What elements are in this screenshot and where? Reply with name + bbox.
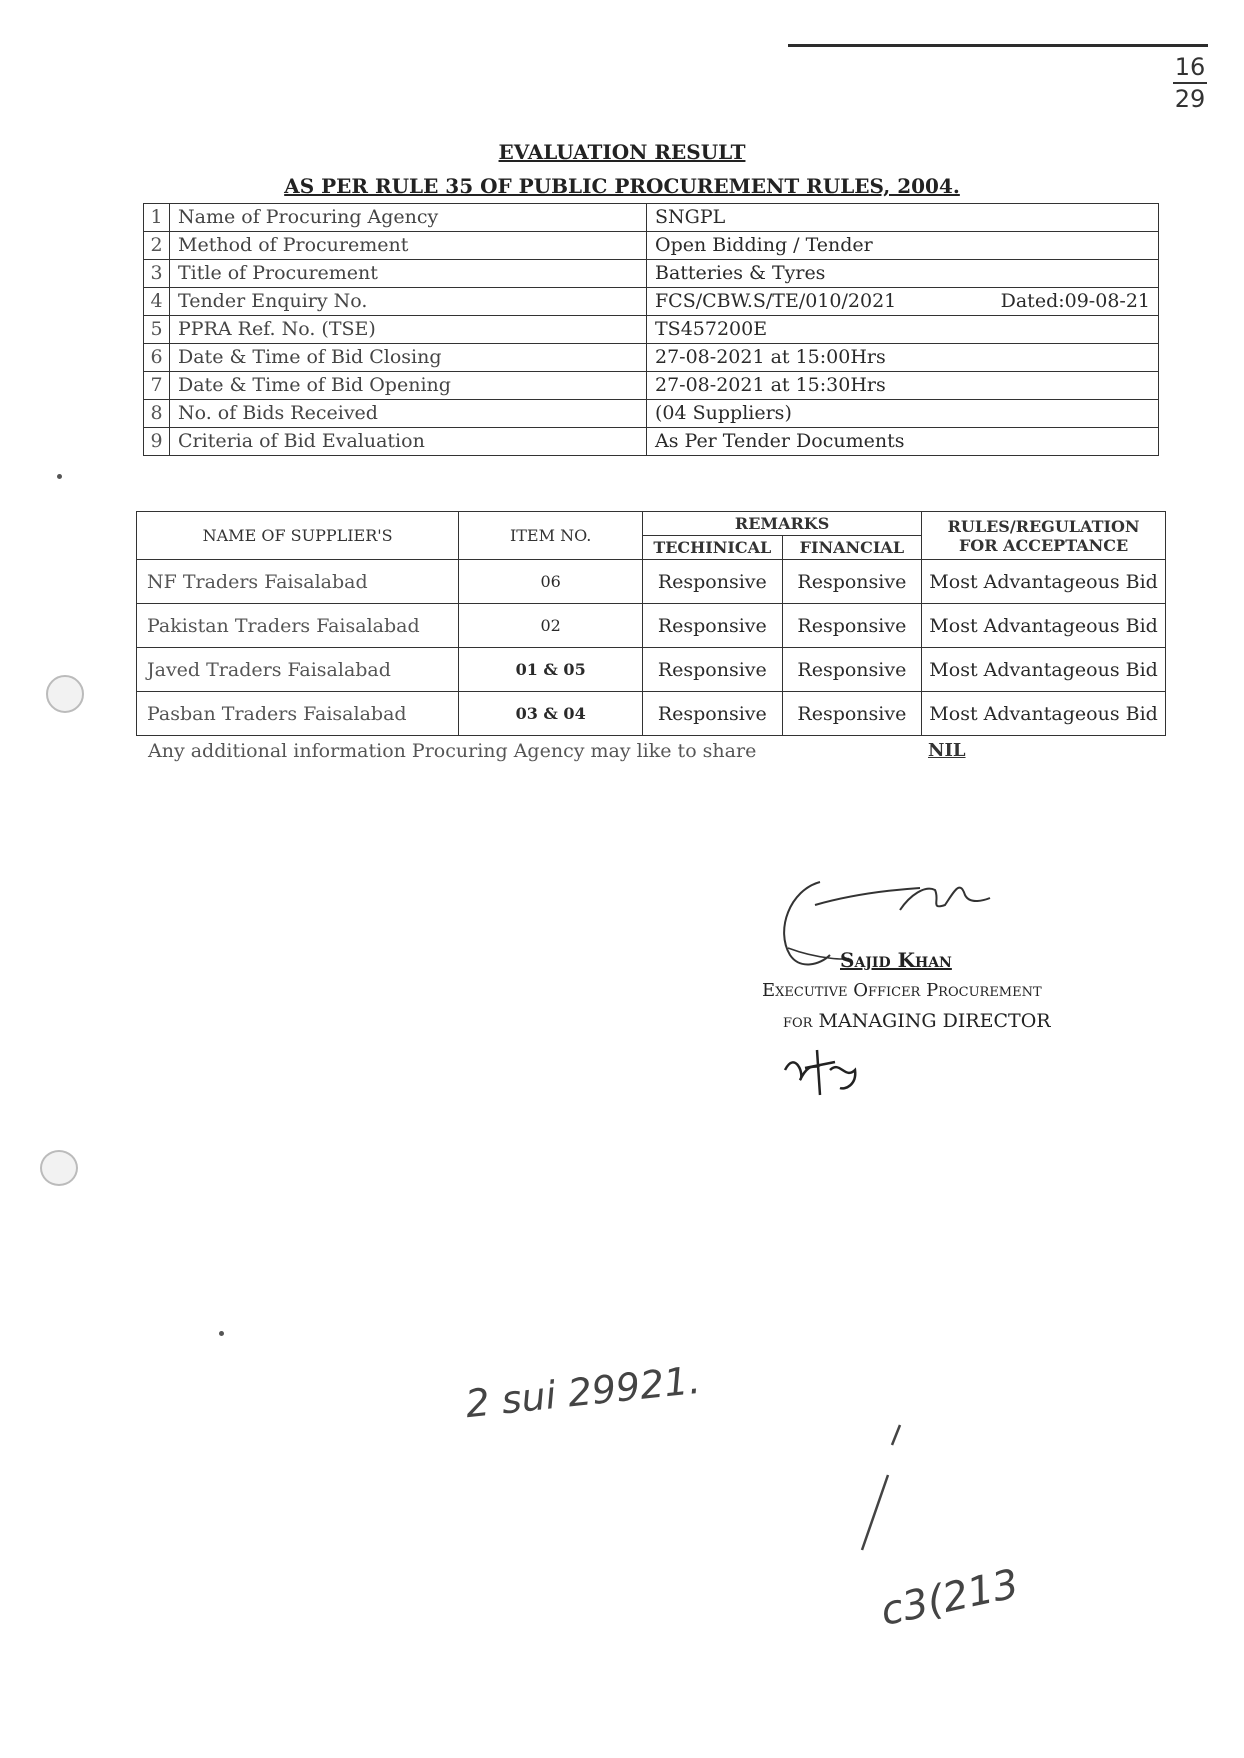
punch-hole [40,1150,78,1186]
supplier-name: Pasban Traders Faisalabad [137,692,459,736]
info-value: 27-08-2021 at 15:30Hrs [647,372,1159,400]
info-row [144,316,1159,344]
info-row [144,204,1159,232]
supplier-name: NF Traders Faisalabad [137,560,459,604]
table-row [137,648,1166,692]
info-row [144,232,1159,260]
tender-date: Dated:09-08-21 [1000,290,1150,312]
info-label: Name of Procuring Agency [170,204,647,232]
signatory-title: Executive Officer Procurement [762,980,1042,1001]
handwritten-slash [850,1415,910,1555]
technical-remark: Responsive [643,648,783,692]
supplier-name: Javed Traders Faisalabad [137,648,459,692]
financial-remark: Responsive [782,692,922,736]
acceptance-rule: Most Advantageous Bid [922,648,1166,692]
technical-remark: Responsive [643,560,783,604]
initials-graphic [775,1040,865,1100]
row-number: 5 [144,316,170,344]
info-label: PPRA Ref. No. (TSE) [170,316,647,344]
handwritten-ref: c3(213 [876,1561,1023,1635]
info-value: (04 Suppliers) [647,400,1159,428]
page-number-top: 16 [1174,53,1206,81]
info-label: Tender Enquiry No. [170,288,647,316]
table-row [137,560,1166,604]
info-value: As Per Tender Documents [647,428,1159,456]
header-rules [922,512,1166,560]
info-value [647,288,1159,316]
punch-hole [46,675,84,713]
item-number: 02 [459,604,643,648]
info-label: Criteria of Bid Evaluation [170,428,647,456]
item-number: 06 [459,560,643,604]
header-rules-line2: FOR ACCEPTANCE [958,535,1129,555]
info-row [144,428,1159,456]
tender-number: FCS/CBW.S/TE/010/2021 [655,290,897,312]
acceptance-rule: Most Advantageous Bid [922,560,1166,604]
info-value: TS457200E [647,316,1159,344]
info-row [144,260,1159,288]
info-label: Method of Procurement [170,232,647,260]
acceptance-rule: Most Advantageous Bid [922,604,1166,648]
technical-remark: Responsive [643,604,783,648]
additional-info-label: Any additional information Procuring Agency may like to share [148,740,757,762]
handwritten-note: 2 sui 29921. [463,1357,703,1427]
document-title: EVALUATION RESULT [498,140,746,164]
row-number: 6 [144,344,170,372]
row-number: 1 [144,204,170,232]
row-number: 8 [144,400,170,428]
table-row [137,604,1166,648]
row-number: 9 [144,428,170,456]
info-row [144,372,1159,400]
header-remarks: REMARKS [643,512,922,536]
signatory-for [783,1010,1051,1032]
row-number: 2 [144,232,170,260]
info-label: Date & Time of Bid Opening [170,372,647,400]
header-item-no: ITEM NO. [459,512,643,560]
info-value: Batteries & Tyres [647,260,1159,288]
header-supplier: NAME OF SUPPLIER'S [137,512,459,560]
item-number: 01 & 05 [459,648,643,692]
info-row [144,344,1159,372]
item-number: 03 & 04 [459,692,643,736]
header-financial: FINANCIAL [782,536,922,560]
evaluation-table [136,511,1166,736]
technical-remark: Responsive [643,692,783,736]
signatory-for-name: MANAGING DIRECTOR [818,1010,1051,1032]
info-value: SNGPL [647,204,1159,232]
row-number: 4 [144,288,170,316]
procurement-info-table [143,203,1159,456]
page-number [1165,52,1215,114]
row-number: 7 [144,372,170,400]
document-subtitle: AS PER RULE 35 OF PUBLIC PROCUREMENT RULES, 2004. [284,174,960,198]
header-technical: TECHINICAL [643,536,783,560]
info-value: 27-08-2021 at 15:00Hrs [647,344,1159,372]
row-number: 3 [144,260,170,288]
financial-remark: Responsive [782,604,922,648]
scan-speck [219,1331,224,1336]
info-row [144,288,1159,316]
info-label: No. of Bids Received [170,400,647,428]
info-value: Open Bidding / Tender [647,232,1159,260]
financial-remark: Responsive [782,648,922,692]
signatory-for-prefix: for [783,1010,813,1032]
signatory-name: Sajid Khan [840,948,952,972]
info-label: Title of Procurement [170,260,647,288]
table-row [137,692,1166,736]
info-label: Date & Time of Bid Closing [170,344,647,372]
financial-remark: Responsive [782,560,922,604]
acceptance-rule: Most Advantageous Bid [922,692,1166,736]
header-rules-line1: RULES/REGULATION [947,516,1140,536]
top-rule-line [788,44,1208,47]
additional-info-value: NIL [928,740,966,761]
info-row [144,400,1159,428]
scan-speck [57,474,62,479]
page-number-bottom: 29 [1174,85,1206,113]
supplier-name: Pakistan Traders Faisalabad [137,604,459,648]
